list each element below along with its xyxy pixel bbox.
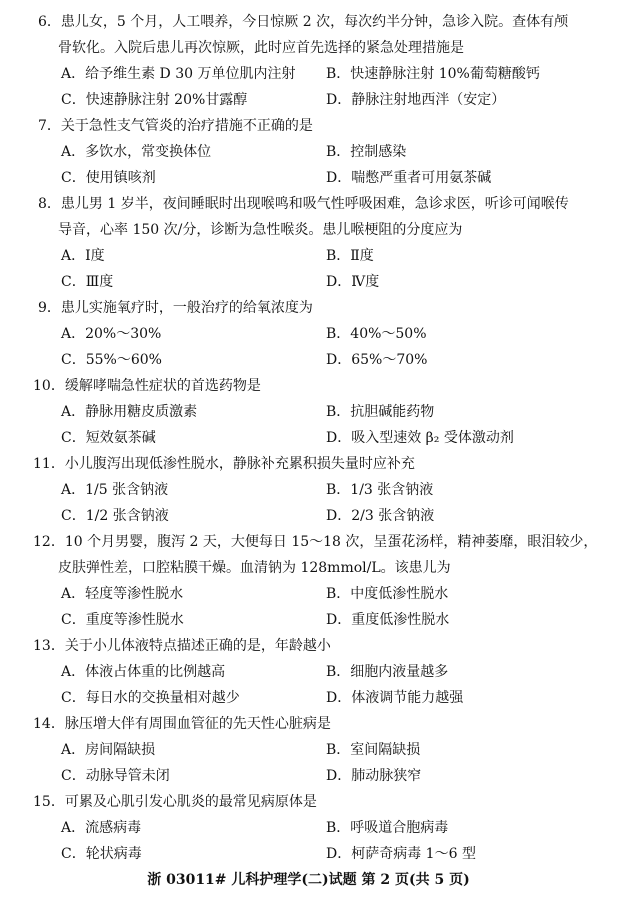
option-b: B．呼吸道合胞病毒 bbox=[326, 820, 449, 836]
option-d: D．肺动脉狭窄 bbox=[326, 768, 422, 784]
option-d: D．Ⅳ度 bbox=[326, 274, 380, 290]
option-a: A．多饮水，常变换体位 bbox=[61, 144, 212, 160]
option-c: C．轮状病毒 bbox=[61, 846, 142, 862]
option-c: C．快速静脉注射 20%甘露醇 bbox=[61, 92, 248, 108]
option-a: A．Ⅰ度 bbox=[61, 248, 105, 264]
option-b: B．快速静脉注射 10%葡萄糖酸钙 bbox=[326, 66, 540, 82]
option-d: D．2/3 张含钠液 bbox=[326, 508, 435, 524]
option-d: D．重度低渗性脱水 bbox=[326, 612, 450, 628]
option-d: D．喘憋严重者可用氨茶碱 bbox=[326, 170, 492, 186]
question-stem-line: 12．10 个月男婴，腹泻 2 天，大便每日 15～18 次，呈蛋花汤样，精神萎靡，眼泪较少， bbox=[33, 534, 598, 550]
option-b: B．中度低渗性脱水 bbox=[326, 586, 449, 602]
option-c: C．动脉导管未闭 bbox=[61, 768, 170, 784]
question-stem-line: 15．可累及心肌引发心肌炎的最常见病原体是 bbox=[33, 794, 317, 810]
option-d: D．体液调节能力越强 bbox=[326, 690, 464, 706]
question-stem-line: 7．关于急性支气管炎的治疗措施不正确的是 bbox=[38, 118, 313, 134]
question-stem-line: 10．缓解哮喘急性症状的首选药物是 bbox=[33, 378, 261, 394]
question-stem-line: 骨软化。入院后患儿再次惊厥，此时应首先选择的紧急处理措施是 bbox=[58, 40, 464, 56]
question-stem-line: 8．患儿男 1 岁半，夜间睡眠时出现喉鸣和吸气性呼吸困难，急诊求医，听诊可闻喉传 bbox=[38, 196, 569, 212]
option-d: D．吸入型速效 β₂ 受体激动剂 bbox=[326, 430, 514, 446]
option-b: B．控制感染 bbox=[326, 144, 407, 160]
question-stem-line: 导音，心率 150 次/分，诊断为急性喉炎。患儿喉梗阻的分度应为 bbox=[58, 222, 463, 238]
option-b: B．室间隔缺损 bbox=[326, 742, 421, 758]
option-d: D．柯萨奇病毒 1～6 型 bbox=[326, 846, 476, 862]
option-a: A．体液占体重的比例越高 bbox=[61, 664, 226, 680]
option-a: A．轻度等渗性脱水 bbox=[61, 586, 184, 602]
option-a: A．静脉用糖皮质激素 bbox=[61, 404, 198, 420]
option-c: C．55%～60% bbox=[61, 352, 162, 368]
question-stem-line: 6．患儿女，5 个月，人工喂养，今日惊厥 2 次，每次约半分钟，急诊入院。查体有颅 bbox=[38, 14, 569, 30]
option-c: C．短效氨茶碱 bbox=[61, 430, 156, 446]
option-c: C．Ⅲ度 bbox=[61, 274, 114, 290]
option-d: D．65%～70% bbox=[326, 352, 428, 368]
question-stem-line: 13．关于小儿体液特点描述正确的是，年龄越小 bbox=[33, 638, 331, 654]
question-stem-line: 皮肤弹性差，口腔粘膜干燥。血清钠为 128mmol/L。该患儿为 bbox=[58, 560, 451, 576]
option-c: C．每日水的交换量相对越少 bbox=[61, 690, 240, 706]
question-stem-line: 14．脉压增大伴有周围血管征的先天性心脏病是 bbox=[33, 716, 331, 732]
page-footer: 浙 03011# 儿科护理学(二)试题 第 2 页(共 5 页) bbox=[147, 872, 470, 888]
option-a: A．1/5 张含钠液 bbox=[61, 482, 169, 498]
option-b: B．细胞内液量越多 bbox=[326, 664, 449, 680]
question-stem-line: 11．小儿腹泻出现低渗性脱水，静脉补充累积损失量时应补充 bbox=[33, 456, 415, 472]
option-a: A．给予维生素 D 30 万单位肌内注射 bbox=[61, 66, 296, 82]
option-b: B．Ⅱ度 bbox=[326, 248, 374, 264]
option-a: A．房间隔缺损 bbox=[61, 742, 156, 758]
option-a: A．流感病毒 bbox=[61, 820, 142, 836]
option-b: B．1/3 张含钠液 bbox=[326, 482, 434, 498]
option-c: C．重度等渗性脱水 bbox=[61, 612, 184, 628]
option-b: B．抗胆碱能药物 bbox=[326, 404, 435, 420]
option-c: C．1/2 张含钠液 bbox=[61, 508, 169, 524]
option-a: A．20%～30% bbox=[61, 326, 162, 342]
question-stem-line: 9．患儿实施氧疗时，一般治疗的给氧浓度为 bbox=[38, 300, 313, 316]
option-b: B．40%～50% bbox=[326, 326, 427, 342]
option-d: D．静脉注射地西泮（安定） bbox=[326, 92, 506, 108]
option-c: C．使用镇咳剂 bbox=[61, 170, 156, 186]
